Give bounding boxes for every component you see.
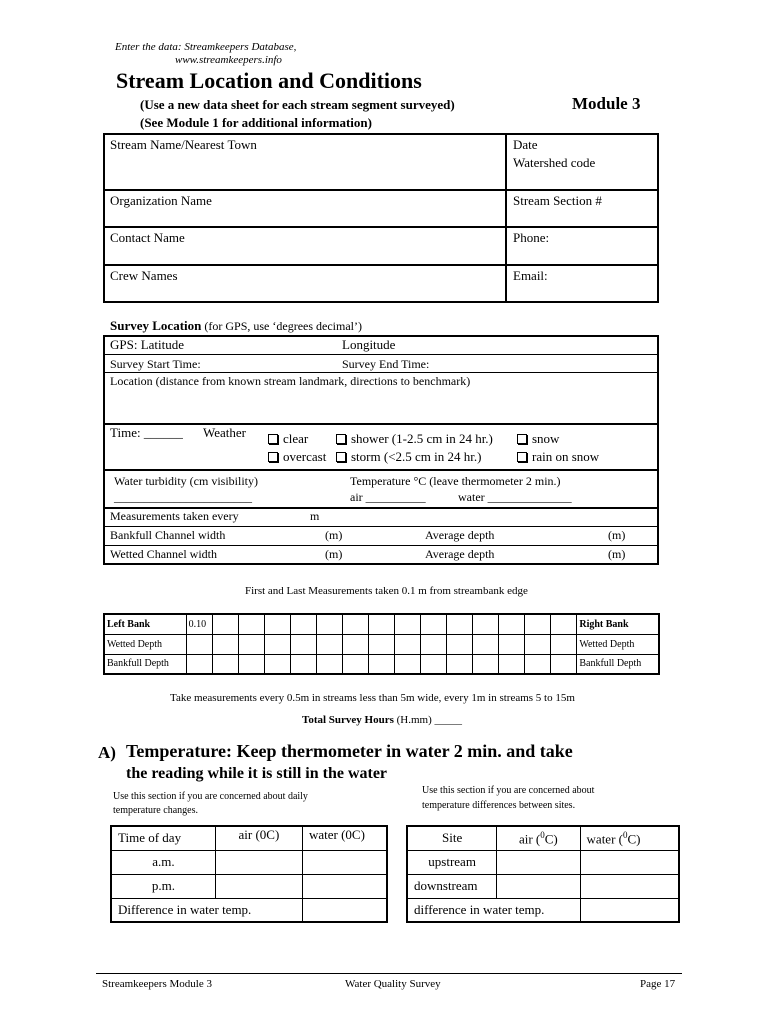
measurement-cell[interactable] bbox=[316, 634, 342, 654]
wetted-depth-label: Wetted Depth bbox=[577, 634, 659, 654]
option-label: shower (1-2.5 cm in 24 hr.) bbox=[351, 431, 493, 446]
stream-name-field[interactable]: Stream Name/Nearest Town bbox=[110, 137, 257, 152]
wetted-depth-label: Wetted Depth bbox=[104, 634, 186, 654]
measurement-cell[interactable] bbox=[421, 614, 447, 634]
survey-line bbox=[103, 526, 659, 527]
table-row bbox=[111, 826, 387, 850]
row-am: a.m. bbox=[111, 850, 215, 874]
air-temperature-field[interactable]: air __________ bbox=[350, 490, 426, 504]
measurement-cell[interactable] bbox=[473, 654, 499, 674]
bankfull-avg-depth-unit: (m) bbox=[608, 528, 626, 542]
measurement-cell[interactable] bbox=[290, 614, 316, 634]
measurement-cell[interactable] bbox=[342, 654, 368, 674]
measurement-cell[interactable] bbox=[238, 654, 264, 674]
checkbox-icon bbox=[268, 434, 278, 444]
table-row bbox=[111, 850, 387, 874]
depth-measurements-table bbox=[103, 613, 660, 675]
measurement-cell[interactable] bbox=[525, 614, 551, 634]
footer-page-number: Page 17 bbox=[640, 978, 676, 990]
col-water: water (0C) bbox=[302, 826, 387, 850]
temp-cell[interactable] bbox=[497, 874, 580, 898]
survey-line bbox=[103, 354, 659, 355]
unit-label: C) bbox=[627, 830, 641, 846]
table-row bbox=[111, 898, 387, 922]
daily-temp-note-2: temperature changes. bbox=[113, 805, 198, 816]
measurement-cell[interactable] bbox=[212, 654, 238, 674]
row-upstream: upstream bbox=[407, 850, 497, 874]
header-note-line2: www.streamkeepers.info bbox=[175, 54, 282, 66]
info-box-divider bbox=[505, 133, 507, 303]
page-title: Stream Location and Conditions bbox=[116, 68, 422, 93]
info-row-line bbox=[103, 226, 659, 228]
site-temp-note-2: temperature differences between sites. bbox=[422, 800, 576, 811]
measurements-note-top: First and Last Measurements taken 0.1 m from streambank edge bbox=[245, 585, 528, 597]
weather-option-clear[interactable] bbox=[268, 431, 308, 447]
temp-cell[interactable] bbox=[580, 874, 679, 898]
organization-name-field[interactable]: Organization Name bbox=[110, 193, 212, 208]
weather-option-overcast[interactable] bbox=[268, 449, 326, 465]
row-difference: difference in water temp. bbox=[407, 898, 580, 922]
temp-cell[interactable] bbox=[215, 850, 302, 874]
temperature-heading-2: the reading while it is still in the water bbox=[126, 765, 388, 782]
measurement-cell[interactable] bbox=[290, 634, 316, 654]
measurement-cell[interactable] bbox=[368, 654, 394, 674]
temp-cell[interactable] bbox=[580, 898, 679, 922]
contact-name-field[interactable]: Contact Name bbox=[110, 230, 185, 245]
measurement-cell[interactable] bbox=[212, 634, 238, 654]
temp-cell[interactable] bbox=[215, 874, 302, 898]
checkbox-icon bbox=[517, 434, 527, 444]
measurement-cell[interactable] bbox=[395, 614, 421, 634]
col-air-label: air ( bbox=[518, 830, 541, 846]
water-temperature-field[interactable]: water ______________ bbox=[458, 490, 572, 504]
survey-location-heading-rest: (for GPS, use ‘degrees decimal’) bbox=[201, 319, 362, 333]
measurement-cell[interactable] bbox=[473, 614, 499, 634]
temp-cell[interactable] bbox=[497, 850, 580, 874]
bankfull-width-unit: (m) bbox=[325, 528, 343, 542]
measurement-cell[interactable] bbox=[395, 634, 421, 654]
measurement-cell[interactable] bbox=[186, 654, 212, 674]
total-survey-hours-label: Total Survey Hours bbox=[302, 714, 394, 726]
measurement-cell[interactable] bbox=[238, 614, 264, 634]
wetted-width-unit: (m) bbox=[325, 547, 343, 561]
table-row bbox=[111, 874, 387, 898]
measurement-cell[interactable] bbox=[551, 634, 577, 654]
measurement-cell[interactable] bbox=[499, 614, 525, 634]
temp-cell[interactable] bbox=[302, 874, 387, 898]
measurement-cell[interactable] bbox=[316, 654, 342, 674]
survey-start-time-field[interactable]: Survey Start Time: bbox=[110, 357, 201, 371]
temperature-label: Temperature °C (leave thermometer 2 min.) bbox=[350, 474, 561, 488]
right-bank-label: Right Bank bbox=[577, 614, 659, 634]
wetted-avg-depth-label: Average depth bbox=[425, 547, 495, 561]
option-label: storm (<2.5 cm in 24 hr.) bbox=[351, 449, 482, 464]
measurements-unit: m bbox=[310, 509, 320, 523]
option-label: rain on snow bbox=[532, 449, 600, 464]
option-label: clear bbox=[283, 431, 309, 446]
weather-option-snow[interactable] bbox=[517, 431, 559, 447]
info-row-line bbox=[103, 189, 659, 191]
stream-section-field[interactable]: Stream Section # bbox=[513, 193, 602, 208]
measurement-cell[interactable] bbox=[342, 634, 368, 654]
measurement-cell[interactable] bbox=[264, 634, 290, 654]
info-row-line bbox=[103, 264, 659, 266]
module-label: Module 3 bbox=[572, 94, 641, 113]
phone-field[interactable]: Phone: bbox=[513, 230, 550, 245]
col-site bbox=[407, 826, 497, 850]
temperature-heading-1: Temperature: Keep thermometer in water 2 min. and take bbox=[126, 741, 573, 761]
measurement-cell[interactable] bbox=[316, 614, 342, 634]
measurement-cell[interactable] bbox=[499, 634, 525, 654]
survey-location-heading-bold: Survey Location bbox=[110, 318, 202, 333]
temp-cell[interactable] bbox=[302, 850, 387, 874]
gps-latitude-field[interactable]: GPS: Latitude bbox=[110, 337, 185, 352]
survey-line bbox=[103, 423, 659, 425]
degree-sup: 0 bbox=[540, 829, 545, 840]
temp-cell[interactable] bbox=[302, 898, 387, 922]
table-row bbox=[407, 850, 679, 874]
weather-option-rain-on-snow[interactable] bbox=[517, 449, 599, 465]
survey-end-time-field[interactable]: Survey End Time: bbox=[342, 357, 430, 371]
bankfull-avg-depth-label: Average depth bbox=[425, 528, 495, 542]
measurement-cell[interactable] bbox=[290, 654, 316, 674]
location-field[interactable]: Location (distance from known stream landmark, directions to benchmark) bbox=[110, 374, 471, 388]
wetted-avg-depth-unit: (m) bbox=[608, 547, 626, 561]
degree-sup: 0 bbox=[622, 829, 628, 840]
date-field[interactable]: Date bbox=[513, 137, 538, 152]
unit-label: C) bbox=[544, 830, 558, 846]
measurement-cell[interactable] bbox=[525, 654, 551, 674]
measurement-cell[interactable] bbox=[421, 634, 447, 654]
survey-location-heading bbox=[110, 318, 362, 334]
wetted-width-label: Wetted Channel width bbox=[110, 547, 218, 561]
measurement-cell[interactable] bbox=[447, 614, 473, 634]
header-note bbox=[115, 41, 415, 67]
row-downstream: downstream bbox=[407, 874, 497, 898]
col-water-label: water ( bbox=[586, 830, 623, 846]
measurement-cell[interactable] bbox=[447, 654, 473, 674]
footer-rule bbox=[96, 973, 682, 974]
water-turbidity-label: Water turbidity (cm visibility) bbox=[114, 474, 259, 488]
weather-label: Weather bbox=[203, 425, 246, 440]
watershed-code-field[interactable]: Watershed code bbox=[513, 155, 596, 170]
measurements-note-bottom: Take measurements every 0.5m in streams less than 5m wide, every 1m in streams 5 to 15m bbox=[170, 692, 575, 704]
left-bank-label: Left Bank bbox=[104, 614, 186, 634]
weather-option-storm[interactable] bbox=[336, 449, 481, 465]
measurement-cell[interactable] bbox=[186, 634, 212, 654]
col-site-label: Site bbox=[441, 830, 463, 846]
crew-names-field[interactable]: Crew Names bbox=[110, 268, 178, 283]
measurement-cell[interactable] bbox=[342, 614, 368, 634]
measurement-cell[interactable] bbox=[264, 614, 290, 634]
measurement-cell[interactable] bbox=[238, 634, 264, 654]
checkbox-icon bbox=[336, 434, 346, 444]
measurement-cell[interactable] bbox=[395, 654, 421, 674]
row-difference: Difference in water temp. bbox=[111, 898, 302, 922]
col-air: air (0C) bbox=[215, 826, 302, 850]
checkbox-icon bbox=[517, 452, 527, 462]
col-air bbox=[497, 826, 580, 850]
checkbox-icon bbox=[268, 452, 278, 462]
section-letter: A) bbox=[98, 743, 116, 762]
bankfull-width-label: Bankfull Channel width bbox=[110, 528, 226, 542]
measurement-cell[interactable] bbox=[212, 614, 238, 634]
bankfull-depth-label: Bankfull Depth bbox=[577, 654, 659, 674]
total-survey-hours[interactable] bbox=[302, 714, 462, 726]
measurement-cell[interactable] bbox=[421, 654, 447, 674]
measurement-cell[interactable] bbox=[551, 654, 577, 674]
email-field[interactable]: Email: bbox=[513, 268, 548, 283]
weather-option-shower[interactable] bbox=[336, 431, 493, 447]
temp-cell[interactable] bbox=[580, 850, 679, 874]
measurement-cell[interactable]: 0.10 bbox=[186, 614, 212, 634]
site-temperature-table bbox=[406, 825, 680, 923]
measurements-every-label: Measurements taken every bbox=[110, 509, 239, 523]
total-survey-hours-field: (H.mm) _____ bbox=[393, 714, 463, 726]
measurement-cell[interactable] bbox=[368, 634, 394, 654]
measurement-cell[interactable] bbox=[499, 654, 525, 674]
survey-line bbox=[103, 545, 659, 546]
daily-temp-note-1: Use this section if you are concerned about daily bbox=[113, 791, 308, 802]
table-row bbox=[104, 634, 659, 654]
measurement-cell[interactable] bbox=[551, 614, 577, 634]
option-label: snow bbox=[532, 431, 560, 446]
daily-temperature-table bbox=[110, 825, 388, 923]
table-row bbox=[104, 614, 659, 634]
bankfull-depth-label: Bankfull Depth bbox=[104, 654, 186, 674]
measurement-cell[interactable] bbox=[525, 634, 551, 654]
table-row bbox=[407, 874, 679, 898]
col-water bbox=[580, 826, 679, 850]
table-row bbox=[407, 826, 679, 850]
survey-line bbox=[103, 469, 659, 471]
measurement-cell[interactable] bbox=[264, 654, 290, 674]
page-subtitle-1: (Use a new data sheet for each stream segment surveyed) bbox=[140, 97, 455, 112]
table-row bbox=[407, 898, 679, 922]
measurement-cell[interactable] bbox=[447, 634, 473, 654]
option-label: overcast bbox=[283, 449, 327, 464]
measurement-cell[interactable] bbox=[368, 614, 394, 634]
table-row bbox=[104, 654, 659, 674]
checkbox-icon bbox=[336, 452, 346, 462]
time-field[interactable]: Time: ______ bbox=[110, 425, 183, 440]
site-temp-note-1: Use this section if you are concerned about bbox=[422, 785, 595, 796]
col-time-of-day: Time of day bbox=[111, 826, 215, 850]
footer-left: Streamkeepers Module 3 bbox=[102, 978, 212, 990]
footer-center: Water Quality Survey bbox=[345, 978, 441, 990]
gps-longitude-field[interactable]: Longitude bbox=[342, 337, 396, 352]
water-turbidity-field[interactable]: _______________________ bbox=[114, 490, 252, 504]
measurement-cell[interactable] bbox=[473, 634, 499, 654]
header-note-line1: Enter the data: Streamkeepers Database, bbox=[115, 41, 297, 53]
survey-line bbox=[103, 372, 659, 373]
row-pm: p.m. bbox=[111, 874, 215, 898]
page-subtitle-2: (See Module 1 for additional information) bbox=[140, 115, 372, 130]
